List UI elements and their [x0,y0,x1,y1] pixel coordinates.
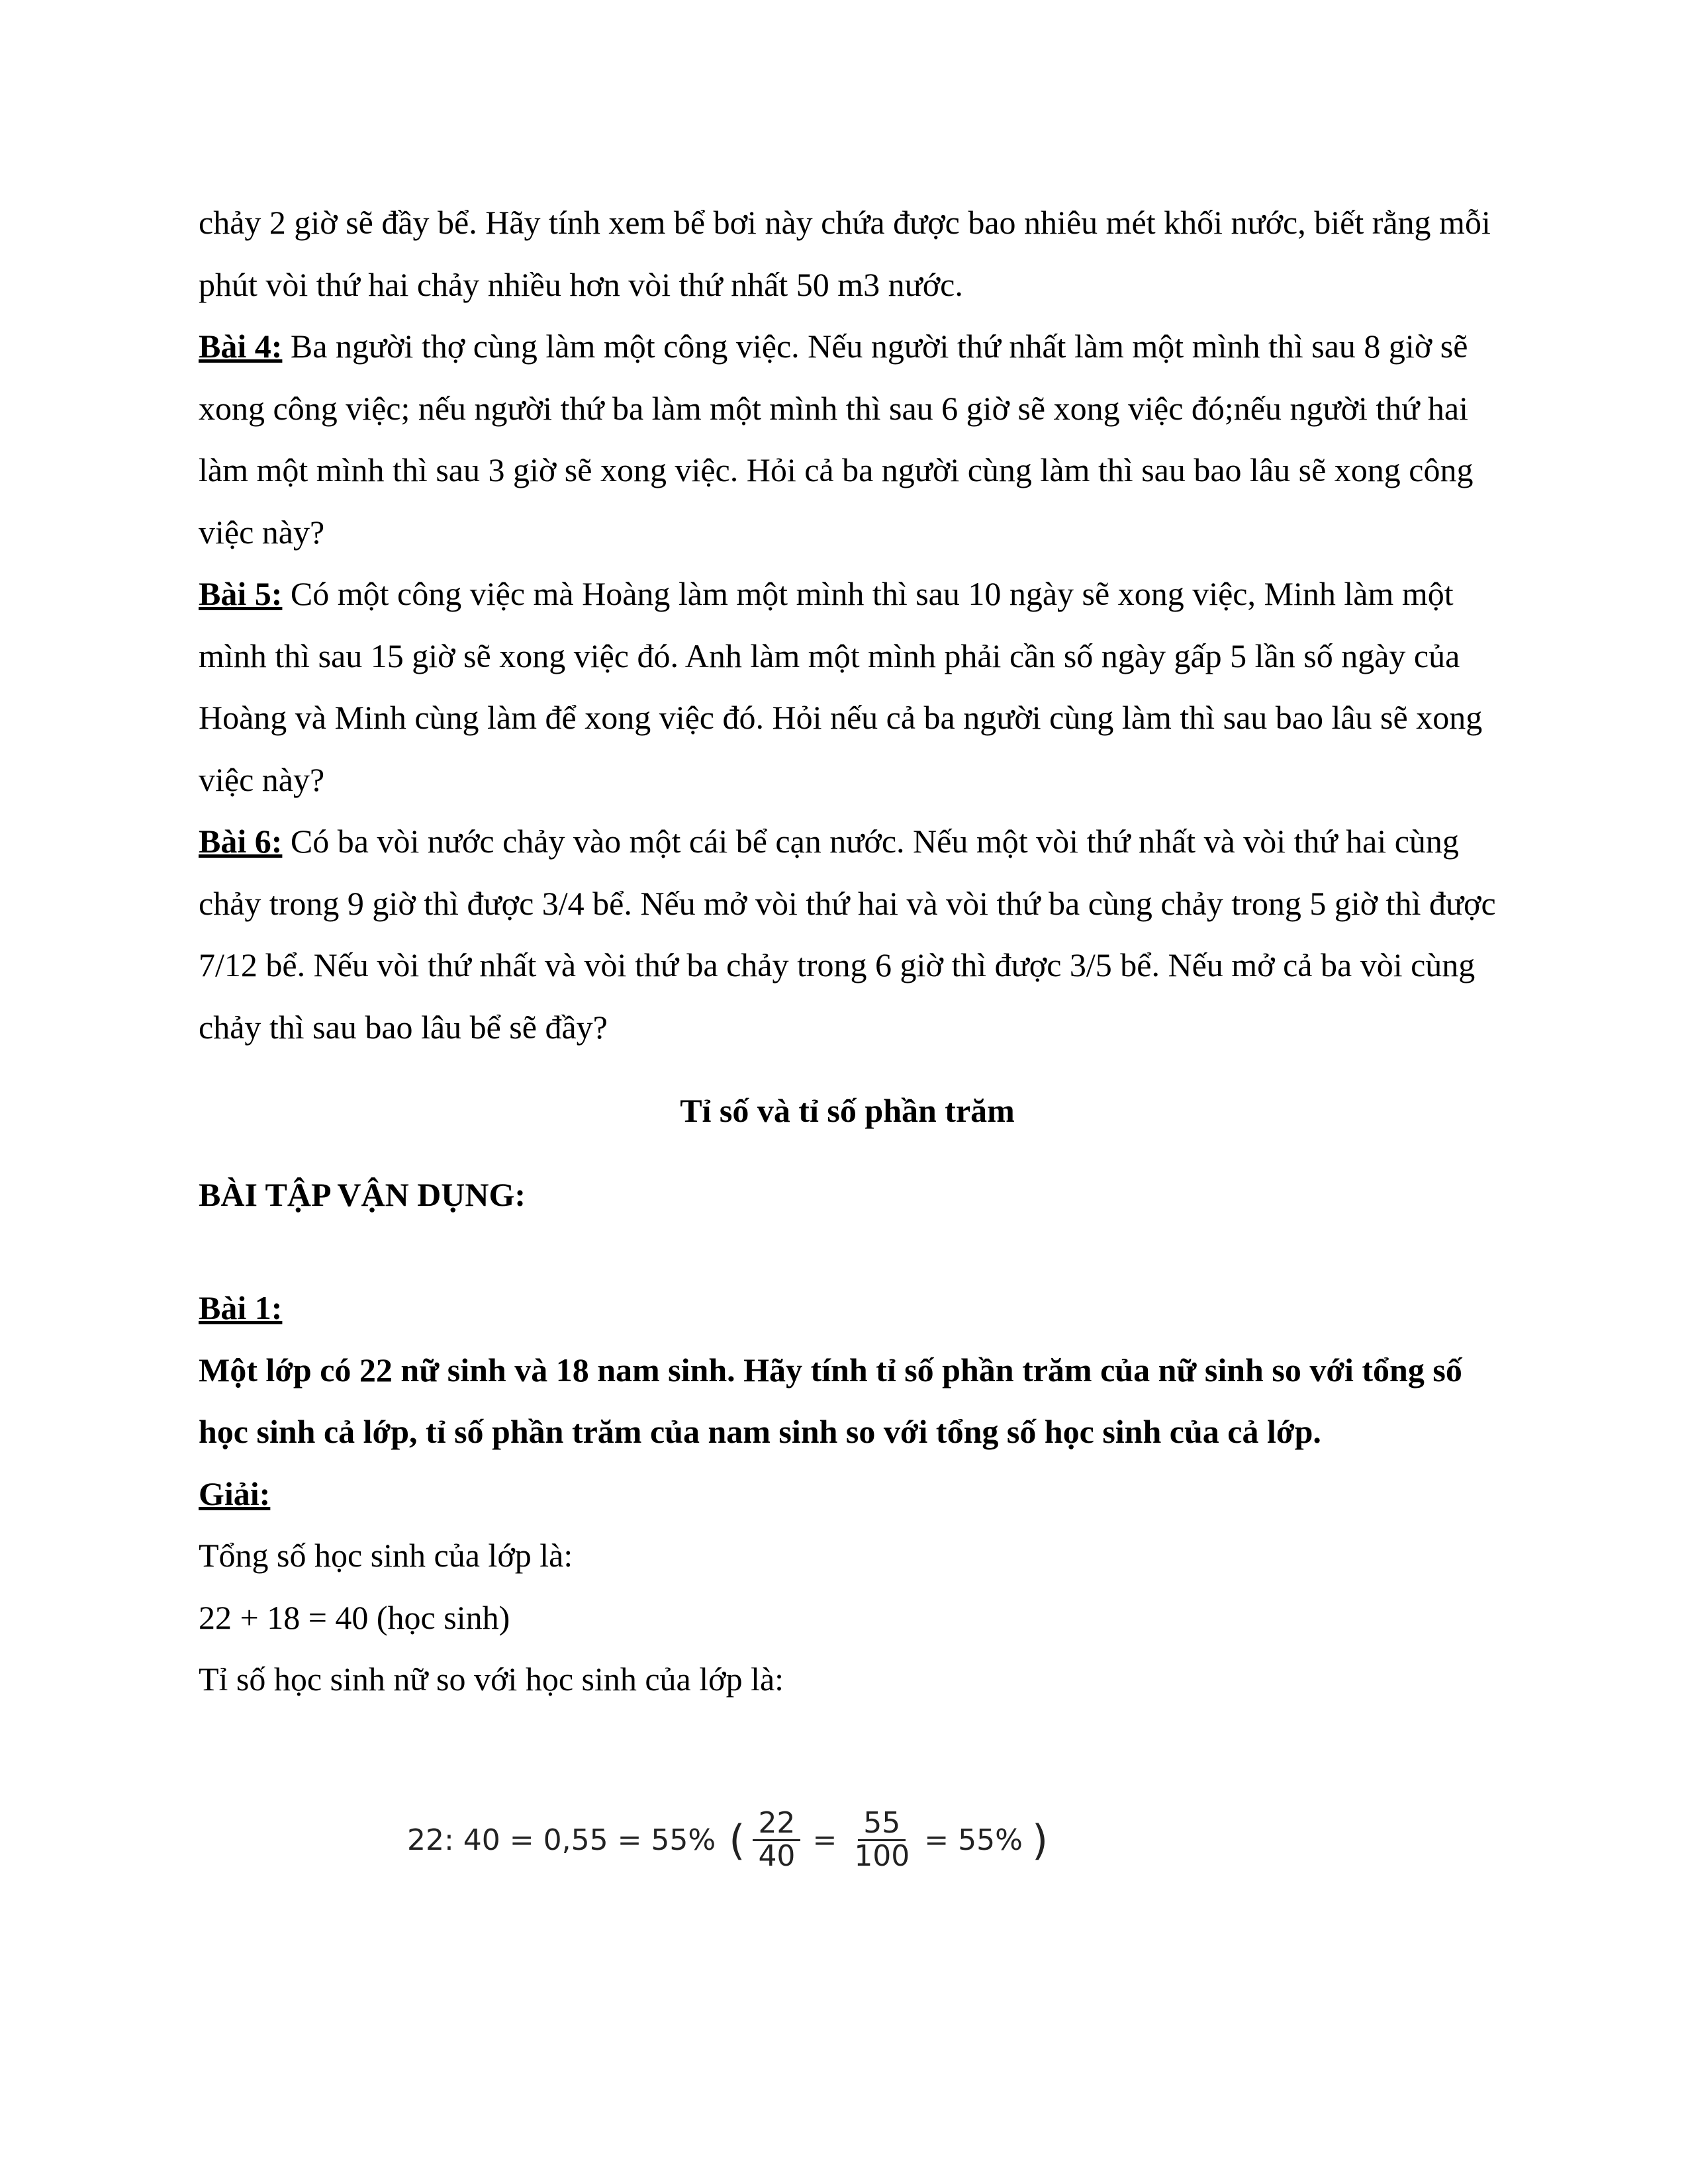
percentage-formula [407,1797,1051,1883]
formula-lhs: 22: 40 = 0,55 = 55% [407,1823,716,1857]
bai1-label: Bài 1: [199,1289,283,1326]
exercise-5 [199,563,1496,811]
fraction-55-100 [849,1808,915,1871]
exercise-6-text: Có ba vòi nước chảy vào một cái bể cạn nước. Nếu một vòi thứ nhất và vòi thứ hai cùng chảy trong 9 giờ thì được 3/4 bể. Nếu mở vòi thứ hai và vòi thứ ba cùng chảy trong 5 giờ thì được 7/12 bể. Nếu vòi thứ nhất và vòi thứ ba chảy trong 6 giờ thì được 3/5 bể. Nếu mở cả ba vòi cùng chảy thì sau bao lâu bể sẽ đầy? [199,823,1496,1046]
solution-line-3: Tỉ số học sinh nữ so với học sinh của lớp là: [199,1661,784,1698]
formula-open-paren: ( [729,1815,745,1864]
exercise-5-text: Có một công việc mà Hoàng làm một mình thì sau 10 ngày sẽ xong việc, Minh làm một mình thì sau 15 giờ sẽ xong việc đó. Anh làm một mình phải cần số ngày gấp 5 lần số ngày của Hoàng và Minh cùng làm để xong việc đó. Hỏi nếu cả ba người cùng làm thì sau bao lâu sẽ xong việc này? [199,575,1483,798]
formula-close-paren: ) [1031,1815,1049,1864]
section-title: Tỉ số và tỉ số phần trăm [680,1092,1015,1129]
solution-line-1: Tổng số học sinh của lớp là: [199,1537,573,1574]
formula-equals: = [812,1823,837,1857]
fraction-denominator: 40 [758,1839,796,1873]
bai1-problem: Một lớp có 22 nữ sinh và 18 nam sinh. Hãy tính tỉ số phần trăm của nữ sinh so với tổng số học sinh cả lớp, tỉ số phần trăm của nam sinh so với tổng số học sinh của cả lớp. [199,1351,1462,1450]
exercise-4-label: Bài 4: [199,328,283,365]
section-subtitle: BÀI TẬP VẬN DỤNG: [199,1175,526,1213]
solution-label: Giải: [199,1475,271,1512]
fraction-denominator: 100 [854,1839,910,1873]
exercise-4 [199,316,1496,563]
paragraph-continuation: chảy 2 giờ sẽ đầy bể. Hãy tính xem bể bơi này chứa được bao nhiêu mét khối nước, biết rằng mỗi phút vòi thứ hai chảy nhiều hơn vòi thứ nhất 50 m3 nước. [199,204,1491,303]
solution-line-2: 22 + 18 = 40 (học sinh) [199,1598,510,1636]
fraction-22-40 [753,1808,800,1871]
exercise-6 [199,811,1496,1058]
exercise-4-text: Ba người thợ cùng làm một công việc. Nếu người thứ nhất làm một mình thì sau 8 giờ sẽ xong công việc; nếu người thứ ba làm một mình thì sau 6 giờ sẽ xong việc đó;nếu người thứ hai làm một mình thì sau 3 giờ sẽ xong việc. Hỏi cả ba người cùng làm thì sau bao lâu sẽ xong công việc này? [199,328,1474,551]
fraction-numerator: 22 [753,1808,800,1841]
document-body [199,192,1496,1711]
fraction-numerator: 55 [858,1808,906,1841]
formula-rhs: = 55% [924,1823,1023,1857]
exercise-6-label: Bài 6: [199,823,283,860]
exercise-5-label: Bài 5: [199,575,283,612]
